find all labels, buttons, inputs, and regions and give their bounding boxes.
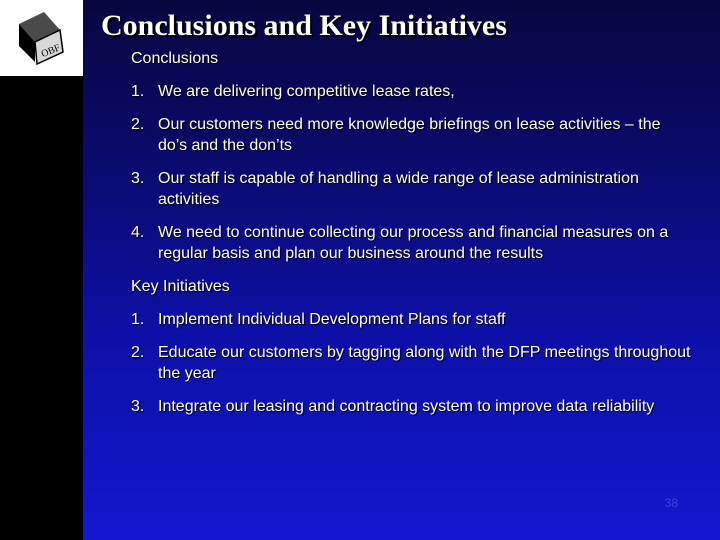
left-black-band [0,0,83,540]
list-item-number: 2. [131,344,145,361]
slide-title: Conclusions and Key Initiatives [101,9,507,42]
list-item-number: 3. [131,170,145,187]
building-logo-icon [0,0,83,76]
logo [0,0,83,76]
page-number: 38 [664,496,678,510]
logo-text: OBF [39,42,62,60]
list-item-text: Our customers need more knowledge briefings on lease activities – the do’s and the don’ts [158,116,661,154]
key-initiatives-list [131,309,691,417]
list-item-number: 1. [131,311,145,328]
slide-content [83,0,720,540]
list-item [131,309,691,330]
slide-body [131,48,691,417]
list-item-number: 2. [131,116,145,133]
conclusions-heading: Conclusions [131,50,219,67]
list-item-text: We need to continue collecting our process and financial measures on a regular basis and plan our business around the results [158,224,669,262]
list-item-number: 1. [131,83,145,100]
list-item-text: Integrate our leasing and contracting system to improve data reliability [158,398,655,415]
list-item [131,342,691,384]
list-item [131,222,691,264]
list-item [131,168,691,210]
list-item-number: 4. [131,224,145,241]
list-item [131,81,691,102]
list-item-text: Our staff is capable of handling a wide range of lease administration activities [158,170,639,208]
conclusions-list [131,81,691,264]
list-item [131,396,691,417]
list-item-text: Educate our customers by tagging along with the DFP meetings throughout the year [158,344,691,382]
list-item-text: We are delivering competitive lease rates, [158,83,455,100]
list-item-number: 3. [131,398,145,415]
list-item-text: Implement Individual Development Plans for staff [158,311,506,328]
list-item [131,114,691,156]
key-initiatives-heading: Key Initiatives [131,278,230,295]
